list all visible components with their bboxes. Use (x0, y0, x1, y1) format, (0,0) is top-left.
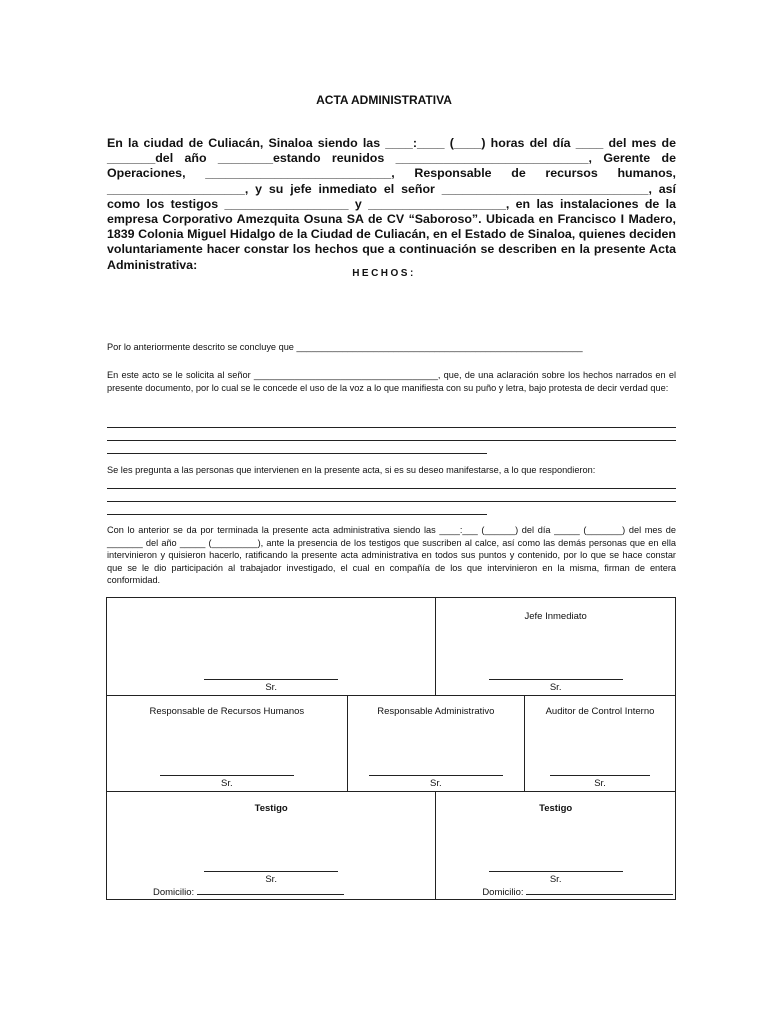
signature-cell (525, 696, 676, 792)
blank-line (107, 428, 676, 441)
signature-line (489, 871, 623, 872)
signature-role-testigo: Testigo (254, 803, 288, 814)
sr-label: Sr. (549, 682, 562, 693)
sr-label: Sr. (265, 874, 277, 885)
signature-cell (107, 696, 348, 792)
domicilio-field (482, 885, 673, 898)
signature-line (550, 775, 650, 776)
signature-role-auditor: Auditor de Control Interno (545, 706, 655, 717)
domicilio-field (153, 885, 344, 898)
domicilio-label: Domicilio: (153, 887, 195, 898)
sr-label: Sr. (594, 778, 606, 789)
sr-label: Sr. (221, 778, 233, 789)
domicilio-label: Domicilio: (482, 887, 524, 898)
sr-label: Sr. (430, 778, 442, 789)
domicilio-blank (526, 885, 673, 895)
sr-label: Sr. (549, 874, 562, 885)
blank-line (107, 502, 487, 515)
signature-cell (436, 598, 676, 696)
intro-paragraph: En la ciudad de Culiacán, Sinaloa siendo las ____:____ (____) horas del día ____ del mes de _______del año ________estando reunidos ____________________________, Gerente de Operaciones, ___________________________, Responsable de recursos humanos, ____________________, y su jefe inmediato el señor ______________________________, así como los testigos __________________ y ____________________, en las instalaciones de la empresa Corporativo Amezquita Osuna SA de CV “Saboroso”. Ubicada en Francisco I Madero, 1839 Colonia Miguel Hidalgo de la Ciudad de Culiacán, en el Estado de Sinaloa, quienes deciden voluntariamente hacer constar los hechos que a continuación se describen en la presente Acta Administrativa: (107, 136, 676, 272)
signature-line (204, 871, 338, 872)
closing-paragraph: Con lo anterior se da por terminada la presente acta administrativa siendo las ____:___ (______) del día _____ (_______) del mes de _______ del año _____ (_________), ante la presencia de los testigos que suscriben al calce, así como las demás personas que en ella intervinieron y quisieron hacerlo, ratificando la presente acta administrativa en todos sus puntos y contenido, por lo que se hace constar que se le dio participación al trabajador investigado, el cual en compañía de los que intervinieron en la misma, firman de entera conformidad. (107, 525, 676, 586)
signature-line (489, 679, 623, 680)
blank-line (107, 489, 676, 502)
signature-role-administrativo: Responsable Administrativo (377, 706, 495, 717)
signature-line (204, 679, 338, 680)
answer-lines (107, 415, 676, 454)
signature-line (369, 775, 503, 776)
document-title: ACTA ADMINISTRATIVA (316, 93, 452, 107)
signature-table (106, 597, 676, 900)
signature-cell (107, 598, 436, 696)
response-lines (107, 476, 676, 515)
signature-role-testigo: Testigo (539, 803, 573, 814)
blank-line (107, 441, 487, 454)
request-paragraph: En este acto se le solicita al señor ____________________________________, que, de una aclaración sobre los hechos narrados en el presente documento, por lo cual se le concede el uso de la voz a lo que manifiesta con su puño y letra, bajo protesta de decir verdad que: (107, 370, 676, 393)
signature-role-rrhh: Responsable de Recursos Humanos (149, 706, 305, 717)
signature-cell (436, 792, 676, 900)
hechos-heading: HECHOS: (352, 268, 416, 279)
signature-cell (347, 696, 524, 792)
signature-line (160, 775, 294, 776)
conclusion-paragraph: Por lo anteriormente descrito se concluye que ________________________________________________________ (107, 342, 583, 352)
signature-role-jefe-inmediato: Jefe Inmediato (524, 611, 587, 622)
sr-label: Sr. (265, 682, 277, 693)
question-paragraph: Se les pregunta a las personas que intervienen en la presente acta, si es su deseo manifestarse, a lo que respondieron: (107, 465, 596, 475)
blank-line (107, 476, 676, 489)
domicilio-blank (197, 885, 344, 895)
blank-line (107, 415, 676, 428)
signature-cell (107, 792, 436, 900)
